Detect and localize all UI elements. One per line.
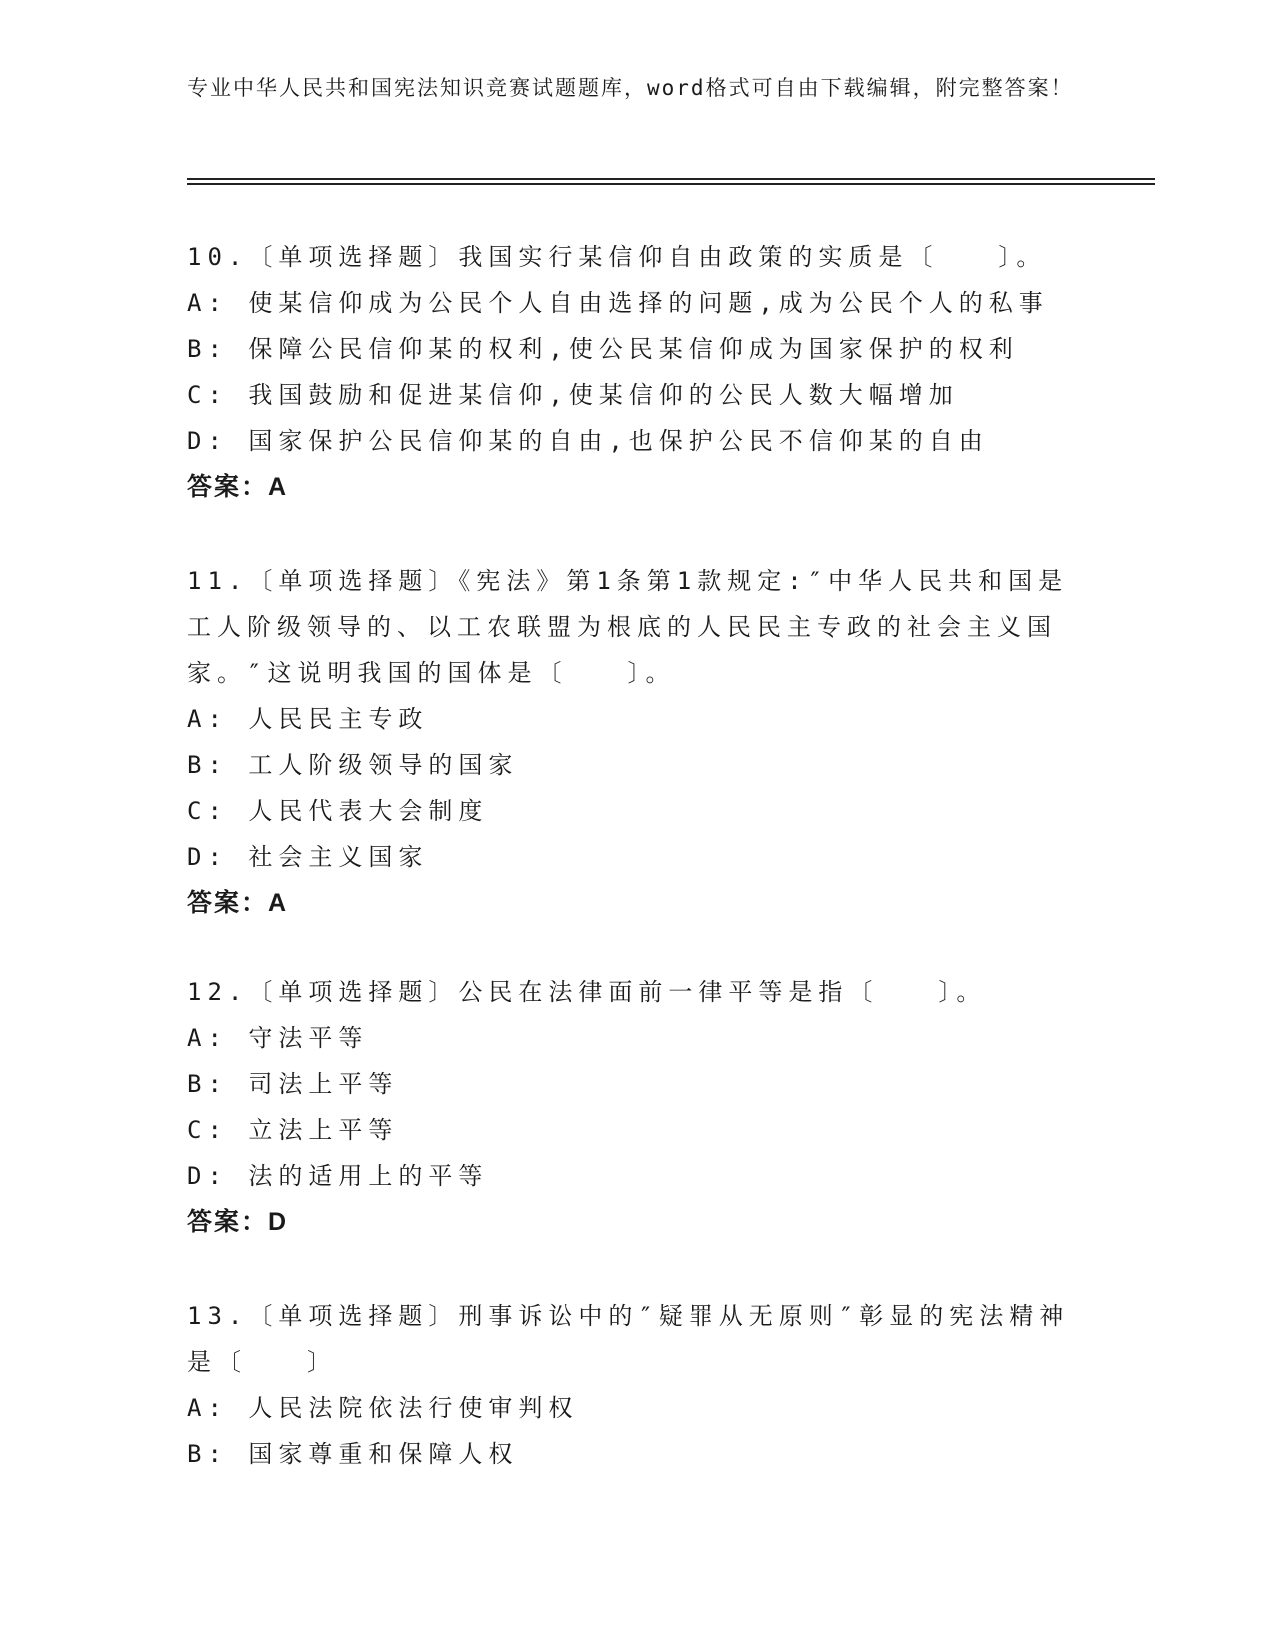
question-11 bbox=[187, 558, 1087, 926]
header-rule-bottom bbox=[187, 183, 1155, 185]
option-b: B: 国家尊重和保障人权 bbox=[187, 1440, 519, 1468]
question-stem: 13.〔单项选择题〕刑事诉讼中的″疑罪从无原则″彰显的宪法精神是〔 〕 bbox=[187, 1302, 1070, 1376]
header-rule-top bbox=[187, 178, 1155, 180]
page-header: 专业中华人民共和国宪法知识竞赛试题题库，word格式可自由下载编辑，附完整答案！ bbox=[187, 76, 1074, 100]
option-b: B: 司法上平等 bbox=[187, 1070, 399, 1098]
option-b: B: 保障公民信仰某的权利,使公民某信仰成为国家保护的权利 bbox=[187, 335, 1019, 363]
option-a: A: 守法平等 bbox=[187, 1024, 369, 1052]
option-b: B: 工人阶级领导的国家 bbox=[187, 751, 519, 779]
option-d: D: 国家保护公民信仰某的自由,也保护公民不信仰某的自由 bbox=[187, 427, 989, 455]
option-c: C: 我国鼓励和促进某信仰,使某信仰的公民人数大幅增加 bbox=[187, 381, 959, 409]
answer: 答案：D bbox=[187, 1208, 289, 1236]
option-a: A: 人民民主专政 bbox=[187, 705, 429, 733]
option-a: A: 使某信仰成为公民个人自由选择的问题,成为公民个人的私事 bbox=[187, 289, 1049, 317]
question-stem: 12.〔单项选择题〕公民在法律面前一律平等是指〔 〕。 bbox=[187, 978, 987, 1006]
question-stem: 11.〔单项选择题〕《宪法》第1条第1款规定:″中华人民共和国是工人阶级领导的、以工农联盟为根底的人民民主专政的社会主义国家。″这说明我国的国体是〔 〕。 bbox=[187, 567, 1069, 687]
answer: 答案：A bbox=[187, 473, 289, 501]
option-d: D: 社会主义国家 bbox=[187, 843, 429, 871]
answer: 答案：A bbox=[187, 889, 289, 917]
option-c: C: 立法上平等 bbox=[187, 1116, 399, 1144]
option-a: A: 人民法院依法行使审判权 bbox=[187, 1394, 579, 1422]
question-12 bbox=[187, 969, 1087, 1245]
question-10 bbox=[187, 234, 1087, 510]
question-13 bbox=[187, 1293, 1087, 1477]
option-d: D: 法的适用上的平等 bbox=[187, 1162, 489, 1190]
option-c: C: 人民代表大会制度 bbox=[187, 797, 489, 825]
question-stem: 10.〔单项选择题〕我国实行某信仰自由政策的实质是〔 〕。 bbox=[187, 243, 1047, 271]
